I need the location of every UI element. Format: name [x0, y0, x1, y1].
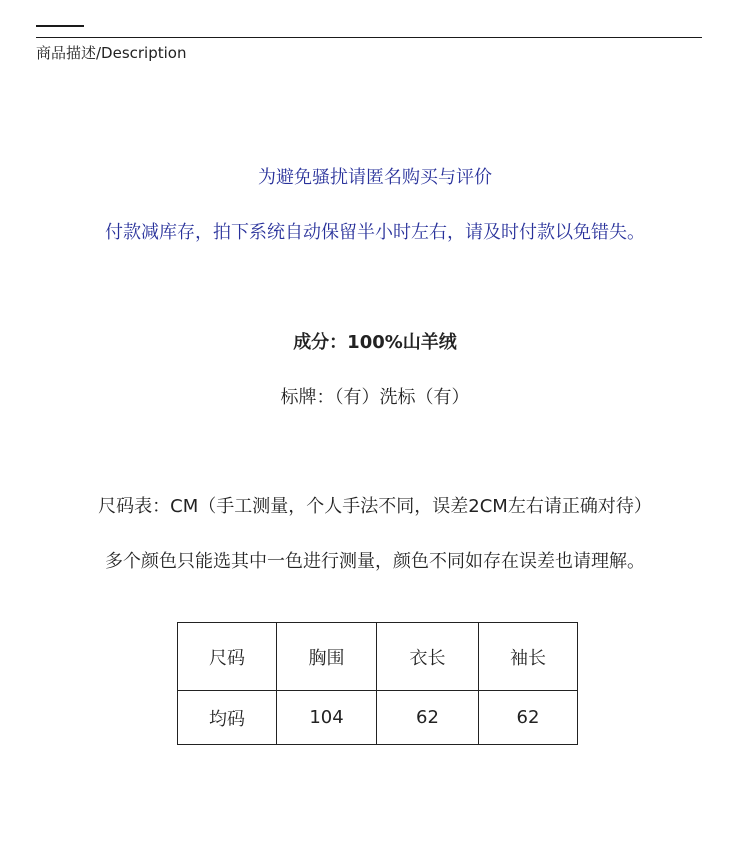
table-cell: 62	[479, 691, 578, 745]
table-header-cell: 衣长	[377, 623, 479, 691]
payment-notice: 付款减库存，拍下系统自动保留半小时左右，请及时付款以免错失。	[105, 222, 645, 243]
table-header-cell: 胸围	[277, 623, 377, 691]
size-chart-note: 尺码表：CM（手工测量，个人手法不同，误差2CM左右请正确对待）	[98, 496, 652, 517]
table-cell: 均码	[178, 691, 277, 745]
table-header-cell: 尺码	[178, 623, 277, 691]
table-cell: 104	[277, 691, 377, 745]
anonymous-purchase-notice: 为避免骚扰请匿名购买与评价	[258, 167, 492, 188]
tag-info: 标牌：（有）洗标（有）	[280, 387, 470, 408]
table-row	[178, 691, 578, 745]
color-measurement-note: 多个颜色只能选其中一色进行测量，颜色不同如存在误差也请理解。	[105, 551, 645, 572]
material-composition: 成分：100%山羊绒	[293, 332, 457, 353]
table-header-cell: 袖长	[479, 623, 578, 691]
header-divider	[36, 37, 702, 38]
table-header-row	[178, 623, 578, 691]
header-accent-bar	[36, 25, 84, 27]
size-table	[177, 622, 578, 745]
table-cell: 62	[377, 691, 479, 745]
section-title: 商品描述/Description	[36, 44, 187, 62]
